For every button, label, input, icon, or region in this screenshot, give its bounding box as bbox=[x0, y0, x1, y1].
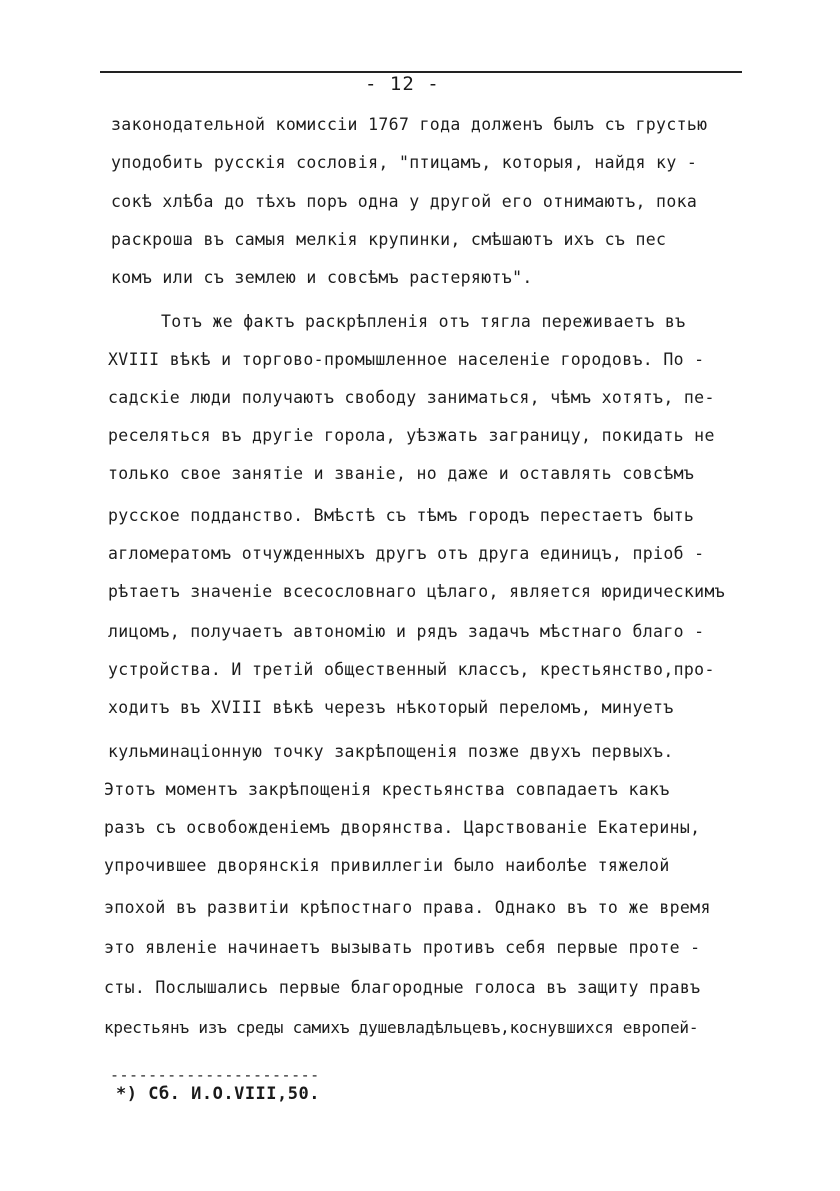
text-line: устройства. И третій общественный классъ, крестьянство,про- bbox=[108, 660, 715, 679]
text-line: уподобить русскія сословія, "птицамъ, которыя, найдя ку - bbox=[111, 153, 698, 172]
text-line: рѣтаетъ значеніе всесословнаго цѣлаго, является юридическимъ bbox=[108, 582, 726, 601]
text-line: лицомъ, получаетъ автономію и рядъ задачъ мѣстнаго благо - bbox=[108, 622, 705, 641]
text-line: разъ съ освобожденіемъ дворянства. Царствованіе Екатерины, bbox=[104, 818, 701, 837]
text-line: реселяться въ другіе горола, уѣзжать заграницу, покидать не bbox=[108, 426, 715, 445]
page-number: - 12 - bbox=[365, 73, 440, 95]
text-line: это явленіе начинаетъ вызывать противъ себя первые проте - bbox=[104, 938, 701, 957]
text-line: кульминаціонную точку закрѣпощенія позже двухъ первыхъ. bbox=[108, 742, 674, 761]
text-line: законодательной комиссіи 1767 года долженъ былъ съ грустью bbox=[111, 115, 708, 134]
text-line: агломератомъ отчужденныхъ другъ отъ друга единицъ, пріоб - bbox=[108, 544, 705, 563]
text-line: эпохой въ развитіи крѣпостнаго права. Однако въ то же время bbox=[104, 898, 711, 917]
text-line: сты. Послышались первые благородные голоса въ защиту правъ bbox=[104, 978, 701, 997]
footnote: *) Сб. И.О.VIII,50. bbox=[116, 1084, 320, 1104]
text-line: садскіе люди получаютъ свободу заниматься, чѣмъ хотятъ, пе- bbox=[108, 388, 715, 407]
text-line: сокѣ хлѣба до тѣхъ поръ одна у другой его отнимаютъ, пока bbox=[111, 192, 698, 211]
text-line: комъ или съ землею и совсѣмъ растеряютъ". bbox=[111, 268, 533, 287]
text-line: русское подданство. Вмѣстѣ съ тѣмъ городъ перестаетъ быть bbox=[108, 506, 695, 525]
text-line: упрочившее дворянскія привиллегіи было наиболѣе тяжелой bbox=[104, 856, 670, 875]
text-line: раскроша въ самыя мелкія крупинки, смѣшаютъ ихъ съ пес bbox=[111, 230, 667, 249]
text-line: Этотъ моментъ закрѣпощенія крестьянства совпадаетъ какъ bbox=[104, 780, 670, 799]
text-line: ходитъ въ XVIII вѣкѣ черезъ нѣкоторый переломъ, минуетъ bbox=[108, 698, 674, 717]
footnote-separator: ---------------------- bbox=[110, 1066, 320, 1084]
text-line: крестьянъ изъ среды самихъ душевладѣльцевъ,коснувшихся европей- bbox=[104, 1018, 699, 1037]
text-line: XVIII вѣкѣ и торгово-промышленное населеніе городовъ. По - bbox=[108, 350, 705, 369]
text-line: Тотъ же фактъ раскрѣпленія отъ тягла переживаетъ въ bbox=[161, 312, 686, 331]
text-line: только свое занятіе и званіе, но даже и оставлять совсѣмъ bbox=[108, 464, 695, 483]
